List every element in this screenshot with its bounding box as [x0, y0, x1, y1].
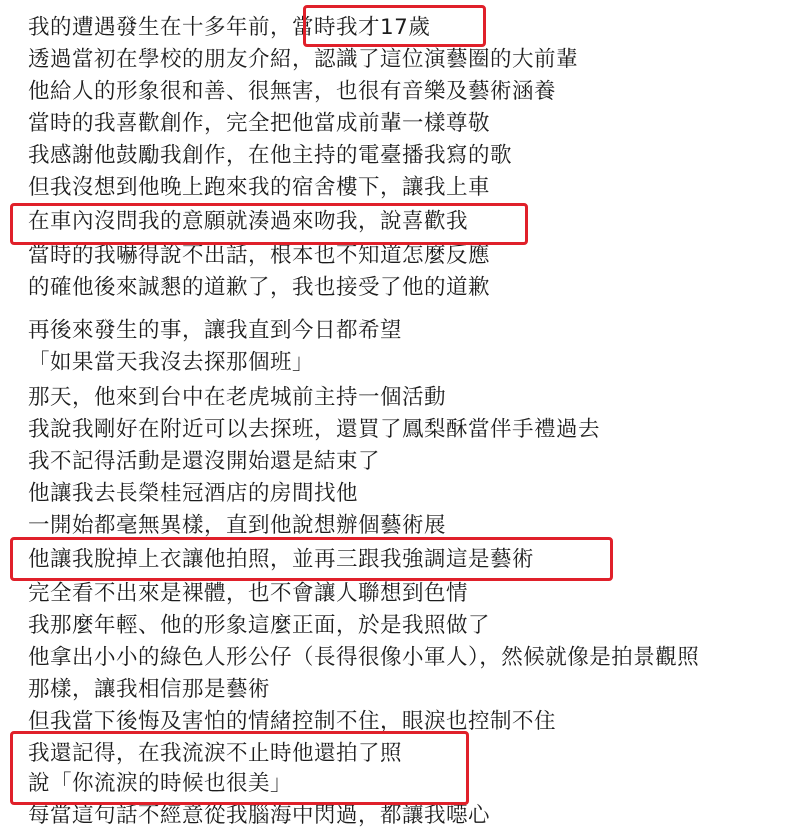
text-line: 一開始都毫無異樣，直到他說想辦個藝術展 [28, 513, 447, 538]
text-line: 他給人的形象很和善、很無害，也很有音樂及藝術涵養 [28, 79, 557, 104]
text-line: 那天，他來到台中在老虎城前主持一個活動 [28, 385, 447, 410]
highlight-box [303, 5, 486, 47]
text-line: 我感謝他鼓勵我創作，在他主持的電臺播我寫的歌 [28, 143, 513, 168]
text-line: 但我沒想到他晚上跑來我的宿舍樓下，讓我上車 [28, 175, 491, 200]
text-line: 當時的我嚇得說不出話，根本也不知道怎麼反應 [28, 243, 491, 268]
text-line: 我說我剛好在附近可以去探班，還買了鳳梨酥當伴手禮過去 [28, 417, 601, 442]
highlight-box [10, 537, 613, 581]
text-line: 我還記得，在我流淚不止時他還拍了照 [28, 741, 403, 766]
text-line: 他讓我脫掉上衣讓他拍照，並再三跟我強調這是藝術 [28, 547, 535, 572]
text-line: 在車內沒問我的意願就湊過來吻我，說喜歡我 [28, 209, 469, 234]
text-line: 每當這句話不經意從我腦海中閃過，都讓我噁心 [28, 803, 491, 828]
text-line: 他拿出小小的綠色人形公仔（長得很像小軍人），然候就像是拍景觀照 [28, 645, 700, 670]
text-line: 再後來發生的事，讓我直到今日都希望 [28, 318, 403, 343]
text-line: 他讓我去長榮桂冠酒店的房間找他 [28, 481, 359, 506]
text-line: 但我當下後悔及害怕的情緒控制不住，眼淚也控制不住 [28, 709, 557, 734]
text-line: 我那麼年輕、他的形象這麼正面，於是我照做了 [28, 613, 491, 638]
text-line: 「如果當天我沒去探那個班」 [28, 350, 315, 375]
text-line: 透過當初在學校的朋友介紹，認識了這位演藝圈的大前輩 [28, 47, 579, 72]
text-line: 的確他後來誠懇的道歉了，我也接受了他的道歉 [28, 275, 491, 300]
text-line: 說「你流淚的時候也很美」 [28, 771, 293, 796]
text-line: 我不記得活動是還沒開始還是結束了 [28, 449, 381, 474]
highlight-box [10, 731, 469, 805]
text-line: 完全看不出來是裸體，也不會讓人聯想到色情 [28, 581, 469, 606]
text-line: 當時的我喜歡創作，完全把他當成前輩一樣尊敬 [28, 111, 491, 136]
highlight-box [10, 203, 528, 245]
text-line: 那樣，讓我相信那是藝術 [28, 677, 271, 702]
text-line: 我的遭遇發生在十多年前，當時我才17歲 [28, 15, 431, 40]
